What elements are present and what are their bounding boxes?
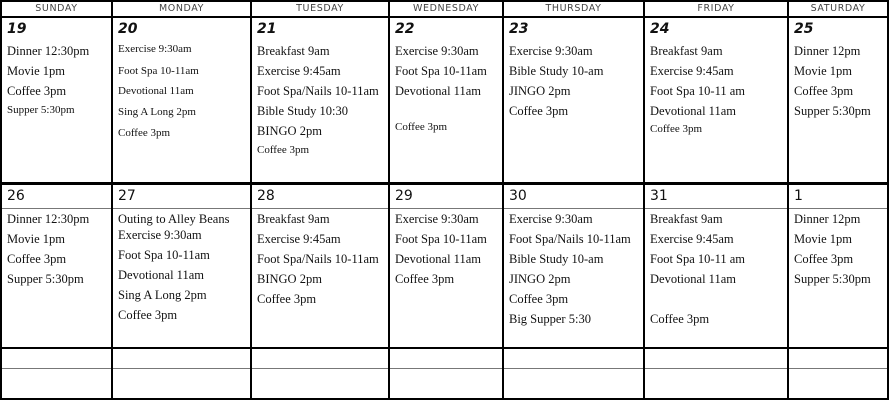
event-item: Big Supper 5:30 — [509, 312, 591, 326]
top-border — [0, 0, 889, 2]
event-item: Coffee 3pm — [794, 84, 854, 98]
header-divider — [0, 16, 889, 18]
event-item: Coffee 3pm — [395, 272, 455, 286]
event-item: Dinner 12pm — [794, 44, 861, 58]
day-header-sunday: SUNDAY — [35, 3, 78, 14]
day-header-thursday: THURSDAY — [545, 3, 602, 14]
event-item: Devotional 11am — [118, 268, 204, 282]
event-item: Exercise 9:45am — [257, 64, 341, 78]
week2-bottom-border — [0, 347, 889, 349]
event-item: Coffee 3pm — [794, 252, 854, 266]
day-header-monday: MONDAY — [158, 3, 205, 14]
event-item: Coffee 3pm — [650, 312, 710, 326]
col-line-2 — [250, 0, 252, 400]
event-item: Bible Study 10-am — [509, 64, 604, 78]
event-item: Movie 1pm — [794, 232, 852, 246]
event-item: Foot Spa 10-11am — [118, 65, 199, 77]
event-item: Dinner 12:30pm — [7, 44, 90, 58]
event-item: Movie 1pm — [7, 64, 65, 78]
event-item: Foot Spa/Nails 10-11am — [257, 252, 379, 266]
event-item: Coffee 3pm — [257, 292, 317, 306]
col-line-5 — [643, 0, 645, 400]
date-number: 20 — [118, 21, 138, 37]
date-number: 27 — [118, 188, 136, 204]
event-item: Bible Study 10:30 — [257, 104, 348, 118]
date-number: 26 — [7, 188, 25, 204]
event-item: Exercise 9:30am — [509, 212, 593, 226]
col-line-4 — [502, 0, 504, 400]
event-item: Movie 1pm — [7, 232, 65, 246]
day-header-tuesday: TUESDAY — [296, 3, 344, 14]
event-item: Devotional 11am — [650, 272, 736, 286]
event-item: Foot Spa 10-11am — [118, 248, 210, 262]
event-item: Outing to Alley Beans — [118, 212, 230, 226]
event-item: Coffee 3pm — [650, 123, 703, 135]
event-item: JINGO 2pm — [509, 84, 571, 98]
event-item: Exercise 9:30am — [118, 43, 192, 55]
event-item: Devotional 11am — [650, 104, 736, 118]
event-item: Dinner 12:30pm — [7, 212, 90, 226]
event-item: Foot Spa/Nails 10-11am — [257, 84, 379, 98]
date-number: 29 — [395, 188, 413, 204]
event-item: Sing A Long 2pm — [118, 288, 207, 302]
event-item: Exercise 9:30am — [395, 44, 479, 58]
col-line-6 — [787, 0, 789, 400]
day-header-friday: FRIDAY — [697, 3, 735, 14]
event-item: Exercise 9:30am — [118, 228, 202, 242]
event-item: Foot Spa/Nails 10-11am — [509, 232, 631, 246]
empty-row-divider — [0, 368, 889, 369]
event-item: Exercise 9:45am — [650, 232, 734, 246]
event-item: Coffee 3pm — [7, 252, 67, 266]
event-item: Foot Spa 10-11 am — [650, 84, 746, 98]
date-number: 19 — [7, 21, 27, 37]
event-item: Exercise 9:30am — [509, 44, 593, 58]
event-item: Supper 5:30pm — [7, 272, 84, 286]
event-item: Coffee 3pm — [118, 127, 171, 139]
col-line-0 — [0, 0, 2, 400]
date-number: 22 — [395, 21, 415, 37]
event-item: Coffee 3pm — [509, 104, 569, 118]
event-item: Devotional 11am — [118, 85, 194, 97]
week-divider — [0, 182, 889, 185]
event-item: Movie 1pm — [794, 64, 852, 78]
event-item: Coffee 3pm — [7, 84, 67, 98]
day-header-saturday: SATURDAY — [810, 3, 866, 14]
event-item: Breakfast 9am — [257, 212, 330, 226]
event-item: Dinner 12pm — [794, 212, 861, 226]
date-number: 21 — [257, 21, 277, 37]
event-item: Foot Spa 10-11 am — [650, 252, 746, 266]
event-item: Coffee 3pm — [118, 308, 178, 322]
day-header-wednesday: WEDNESDAY — [413, 3, 479, 14]
event-item: Coffee 3pm — [395, 121, 448, 133]
event-item: Supper 5:30pm — [794, 272, 871, 286]
event-item: Devotional 11am — [395, 84, 481, 98]
date-number: 1 — [794, 188, 803, 204]
event-item: Exercise 9:45am — [650, 64, 734, 78]
col-line-1 — [111, 0, 113, 400]
date-number: 31 — [650, 188, 668, 204]
event-item: Sing A Long 2pm — [118, 106, 196, 118]
event-item: Bible Study 10-am — [509, 252, 604, 266]
date-number: 28 — [257, 188, 275, 204]
event-item: Exercise 9:30am — [395, 212, 479, 226]
event-item: Foot Spa 10-11am — [395, 232, 487, 246]
date-number: 24 — [650, 21, 670, 37]
event-item: Breakfast 9am — [650, 44, 723, 58]
event-item: Breakfast 9am — [257, 44, 330, 58]
date-number: 23 — [509, 21, 529, 37]
event-item: Coffee 3pm — [509, 292, 569, 306]
event-item: JINGO 2pm — [509, 272, 571, 286]
date-number: 25 — [794, 21, 814, 37]
event-item: Breakfast 9am — [650, 212, 723, 226]
event-item: Supper 5:30pm — [7, 104, 75, 116]
date-number: 30 — [509, 188, 527, 204]
event-item: Coffee 3pm — [257, 144, 310, 156]
event-item: BINGO 2pm — [257, 272, 322, 286]
event-item: Supper 5:30pm — [794, 104, 871, 118]
event-item: Foot Spa 10-11am — [395, 64, 487, 78]
date-row-divider — [0, 208, 889, 209]
event-item: Exercise 9:45am — [257, 232, 341, 246]
event-item: BINGO 2pm — [257, 124, 322, 138]
col-line-3 — [388, 0, 390, 400]
event-item: Devotional 11am — [395, 252, 481, 266]
